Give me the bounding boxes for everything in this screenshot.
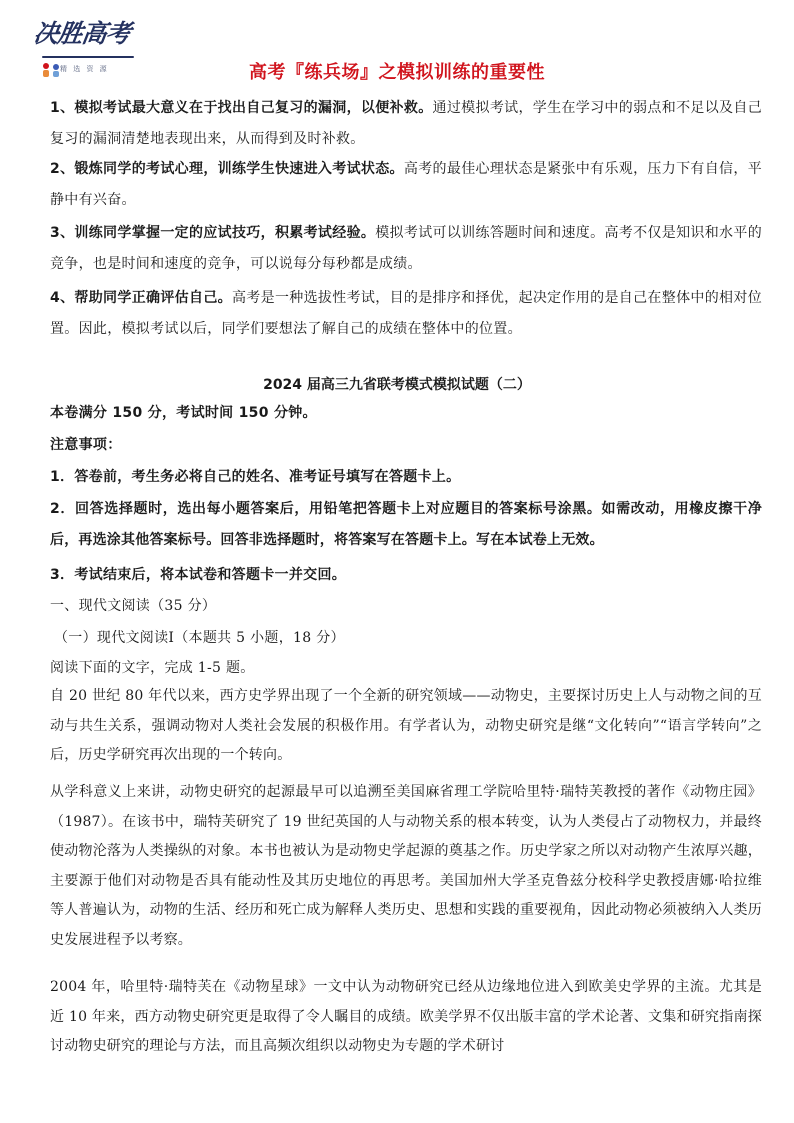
page-headline: 高考『练兵场』之模拟训练的重要性 [249, 62, 545, 83]
passage-paragraph-1: 自 20 世纪 80 年代以来，西方史学界出现了一个全新的研究领域——动物史，主要探讨历史上人与动物之间的互动与共生关系，强调动物对人类社会发展的积极作用。有学者认为，动物史研究是继“文化转向”“语言学转向”之后，历史学研究再次出现的一个转向。 [50, 688, 762, 763]
passage-paragraph-2: 从学科意义上来讲，动物史研究的起源最早可以追溯至美国麻省理工学院哈里特·瑞特芙教授的著作《动物庄园》（1987）。在该书中，瑞特芙研究了 19 世纪英国的人与动物关系的根本转变，认为人类侵占了动物权力，并最终使动物沦落为人类操纵的对象。本书也被认为是动物史学起源的奠基之作。历史学家之所以对动物产生浓厚兴趣，主要源于他们对动物是否具有能动性及其历史地位的再思考。美国加州大学圣克鲁兹分校科学史教授唐娜·哈拉维等人普遍认为，动物的生活、经历和死亡成为解释人类历史、思想和实践的重要视角，因此动物必须被纳入人类历史发展进程予以考察。 [50, 784, 762, 948]
passage-paragraph-3: 2004 年，哈里特·瑞特芙在《动物星球》一文中认为动物研究已经从边缘地位进入到欧美史学界的主流。尤其是近 10 年来，西方动物史研究更是取得了令人瞩目的成绩。欧美学界不仅出版丰富的学术论著、文集和研究指南探讨动物史研究的理论与方法，而且高频次组织以动物史为专题的学术研讨 [50, 979, 762, 1054]
importance-lead: 2、锻炼同学的考试心理，训练学生快速进入考试状态。 [50, 161, 404, 177]
notice-2: 2．回答选择题时，选出每小题答案后，用铅笔把答题卡上对应题目的答案标号涂黑。如需改动，用橡皮擦干净后，再选涂其他答案标号。回答非选择题时，将答案写在答题卡上。写在本试卷上无效。 [50, 501, 762, 548]
logo-text: 决胜高考 [31, 19, 132, 48]
importance-body: 高考的最佳心理状态是紧张中有乐观，压力下有自信，平静中有兴奋。 [50, 161, 763, 208]
importance-body: 通过模拟考试，学生在学习中的弱点和不足以及自己复习的漏洞清楚地表现出来，从而得到及时补救。 [50, 100, 762, 147]
exam-title: 2024 届高三九省联考模式模拟试题（二） [263, 377, 531, 393]
subsection-heading: （一）现代文阅读Ⅰ（本题共 5 小题，18 分） [54, 630, 345, 646]
notice-3: 3．考试结束后，将本试卷和答题卡一并交回。 [50, 567, 347, 583]
importance-lead: 3、训练同学掌握一定的应试技巧，积累考试经验。 [50, 225, 376, 241]
importance-item-1 [50, 93, 762, 154]
importance-item-2 [50, 154, 762, 215]
importance-body: 模拟考试可以训练答题时间和速度。高考不仅是知识和水平的竞争，也是时间和速度的竞争，可以说每分每秒都是成绩。 [50, 225, 762, 272]
score-line: 本卷满分 150 分，考试时间 150 分钟。 [50, 405, 317, 421]
reading-instruction: 阅读下面的文字，完成 1-5 题。 [50, 660, 255, 676]
importance-item-3 [50, 218, 762, 279]
notice-heading: 注意事项： [50, 437, 122, 453]
importance-item-4 [50, 283, 762, 344]
notice-1: 1．答卷前，考生务必将自己的姓名、准考证号填写在答题卡上。 [50, 469, 461, 485]
logo-subtitle: 精 选 资 源 [60, 65, 109, 73]
importance-lead: 4、帮助同学正确评估自己。 [50, 290, 232, 306]
section-heading: 一、现代文阅读（35 分） [50, 598, 217, 614]
importance-lead: 1、模拟考试最大意义在于找出自己复习的漏洞，以便补救。 [50, 100, 433, 116]
importance-body: 高考是一种选拔性考试，目的是排序和择优，起决定作用的是自己在整体中的相对位置。因此，模拟考试以后，同学们要想法了解自己的成绩在整体中的位置。 [50, 290, 763, 337]
